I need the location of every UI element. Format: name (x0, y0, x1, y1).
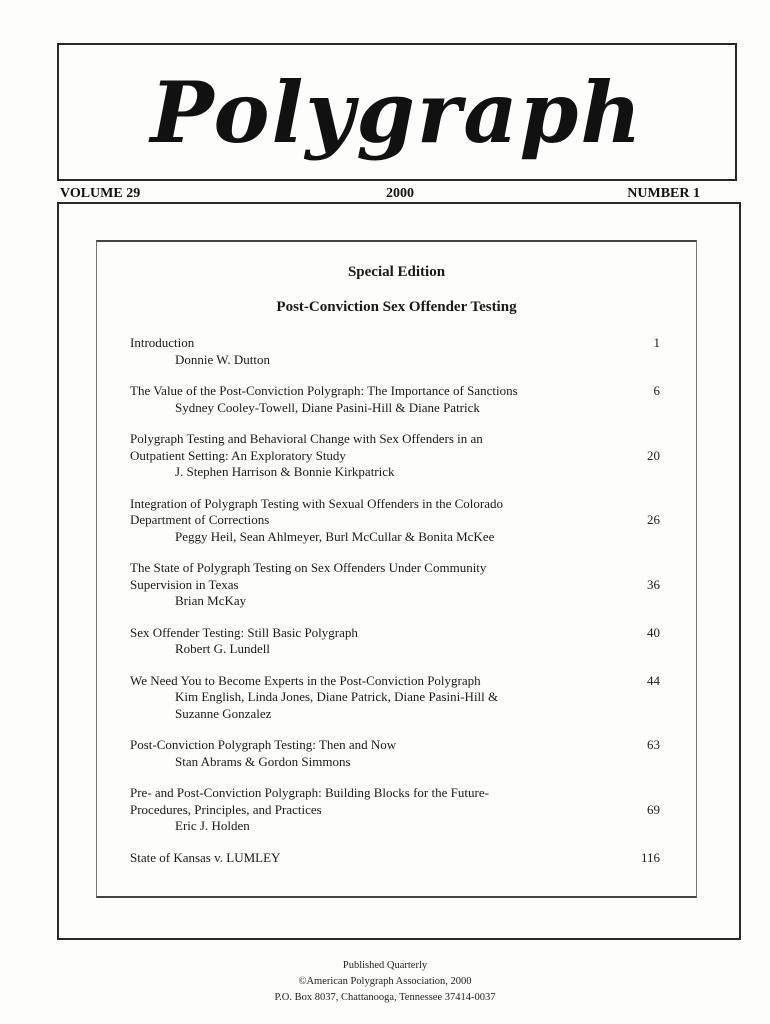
footer-published: Published Quarterly (342, 960, 428, 971)
entry-title: We Need You to Become Experts in the Post-Conviction Polygraph (130, 672, 481, 688)
entry-page-number: 1 (653, 335, 660, 350)
contents-entry (130, 625, 668, 658)
entry-title: The Value of the Post-Conviction Polygraph: The Importance of Sanctions (130, 383, 518, 398)
edition-subtitle: Post-Conviction Sex Offender Testing (276, 299, 517, 315)
entry-authors: Brian McKay (175, 593, 247, 608)
entry-authors: Eric J. Holden (175, 818, 250, 833)
contents-entry (130, 335, 668, 368)
footer-address: P.O. Box 8037, Chattanooga, Tennessee 37414-0037 (274, 992, 496, 1003)
volume-label: VOLUME 29 (60, 186, 141, 201)
entry-title: Procedures, Principles, and Practices (130, 801, 322, 817)
entry-page-number: 44 (647, 672, 660, 688)
entry-page-number: 20 (647, 447, 660, 463)
entry-title: Post-Conviction Polygraph Testing: Then and Now (130, 737, 397, 752)
masthead-box (57, 43, 737, 181)
entry-title: Pre- and Post-Conviction Polygraph: Building Blocks for the Future- (130, 785, 489, 800)
entry-page-number: 40 (647, 624, 660, 640)
contents-entry (130, 850, 668, 867)
entry-page-number: 26 (647, 512, 660, 527)
journal-title: Polygraph (150, 63, 644, 162)
entry-authors: Peggy Heil, Sean Ahlmeyer, Burl McCullar & Bonita McKee (175, 528, 495, 544)
entry-title: Sex Offender Testing: Still Basic Polygraph (130, 624, 358, 640)
contents-entry (130, 560, 668, 610)
entry-page-number: 69 (647, 801, 660, 817)
contents-entry (130, 737, 668, 770)
entry-title: Supervision in Texas (130, 576, 239, 592)
number-label: NUMBER 1 (627, 186, 700, 201)
entry-title: Department of Corrections (130, 512, 270, 527)
entry-authors: Stan Abrams & Gordon Simmons (175, 753, 351, 769)
entry-authors: Suzanne Gonzalez (175, 705, 272, 721)
entry-page-number: 116 (640, 849, 660, 865)
entry-authors: Robert G. Lundell (175, 641, 270, 656)
publisher-footer (0, 958, 770, 1006)
entry-title: State of Kansas v. LUMLEY (130, 849, 281, 865)
year-label: 2000 (386, 186, 414, 201)
edition-heading: Special Edition (347, 264, 446, 280)
entry-title: Introduction (130, 335, 195, 350)
entry-title: Integration of Polygraph Testing with Sexual Offenders in the Colorado (130, 495, 504, 511)
contents-entry (130, 496, 668, 546)
contents-entry (130, 383, 668, 416)
footer-copyright: ©American Polygraph Association, 2000 (298, 976, 472, 987)
contents-entry (130, 431, 668, 481)
entry-authors: J. Stephen Harrison & Bonnie Kirkpatrick (175, 464, 395, 479)
contents-entry (130, 785, 668, 835)
entry-title: The State of Polygraph Testing on Sex Offenders Under Community (130, 560, 487, 575)
entry-page-number: 63 (647, 737, 660, 752)
entry-title: Outpatient Setting: An Exploratory Study (130, 447, 346, 463)
entry-page-number: 36 (647, 576, 660, 592)
entry-page-number: 6 (653, 383, 660, 398)
contents-entry (130, 673, 668, 723)
table-of-contents (96, 240, 697, 898)
contents-entries (130, 335, 668, 881)
entry-title: Polygraph Testing and Behavioral Change with Sex Offenders in an (130, 431, 483, 446)
entry-authors: Sydney Cooley-Towell, Diane Pasini-Hill & Diane Patrick (175, 399, 480, 415)
entry-authors: Kim English, Linda Jones, Diane Patrick, Diane Pasini-Hill & (175, 689, 499, 704)
entry-authors: Donnie W. Dutton (175, 351, 270, 367)
